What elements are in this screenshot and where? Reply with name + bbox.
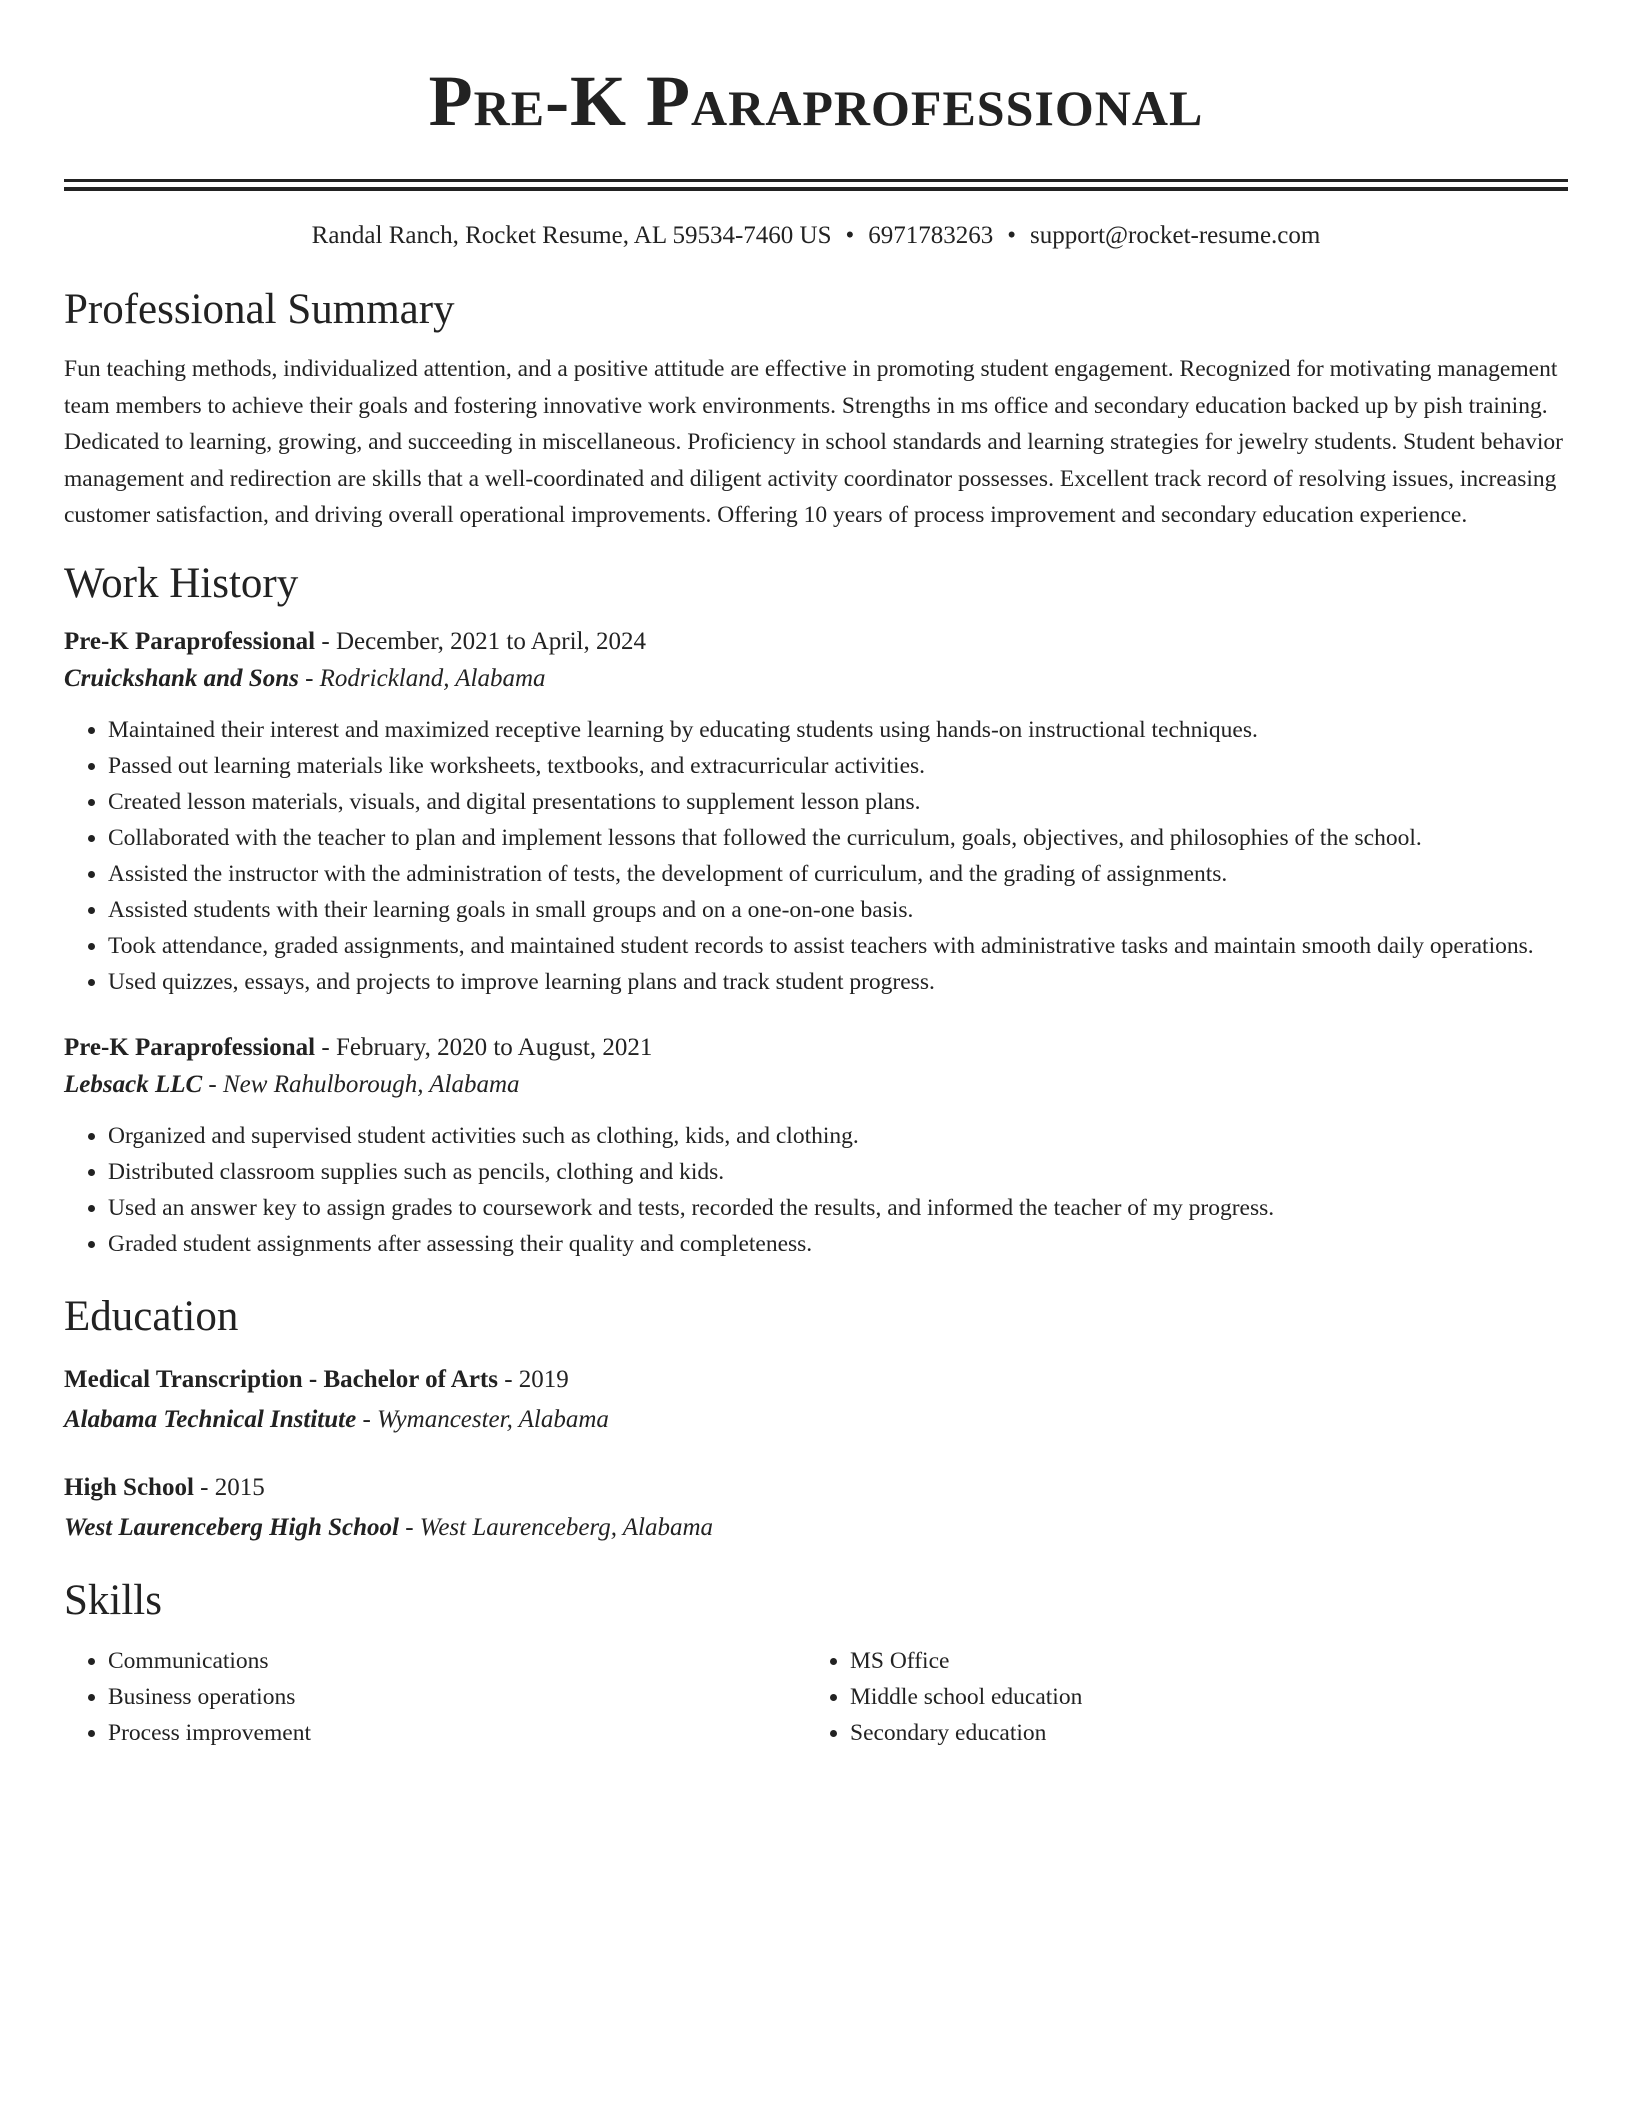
contact-phone: 6971783263 <box>868 222 994 249</box>
education-school: Alabama Technical Institute <box>64 1405 357 1433</box>
job-location: - Rodrickland, Alabama <box>298 664 546 692</box>
job-location: - New Rahulborough, Alabama <box>202 1070 520 1098</box>
job-entry <box>64 624 1568 1000</box>
skills-heading: Skills <box>64 1576 162 1624</box>
list-item: • Assisted the instructor with the administration of tests, the development of curriculum, and the grading of assignments. <box>108 856 1568 892</box>
skills-column-right <box>806 1643 1548 1751</box>
skill-item: • MS Office <box>850 1643 1548 1679</box>
education-degree: High School <box>64 1473 194 1501</box>
job-company-line <box>64 1066 1568 1104</box>
job-dates: - December, 2021 to April, 2024 <box>315 627 646 655</box>
job-bullets <box>64 1118 1568 1262</box>
education-year: - 2019 <box>497 1365 569 1393</box>
education-school-line <box>64 1507 1568 1549</box>
education-year: - 2015 <box>193 1473 265 1501</box>
list-item: • Took attendance, graded assignments, and maintained student records to assist teachers with administrative tasks and maintain smooth daily operations. <box>108 928 1568 964</box>
skill-item: • Process improvement <box>108 1715 806 1751</box>
job-title-line <box>64 1030 1568 1066</box>
summary-text: Fun teaching methods, individualized attention, and a positive attitude are effective in promoting student engagement. Recognized for motivating management team members to achieve their goals and fostering innovative work environments. Strengths in ms office and secondary education backed up by pish training. Dedicated to learning, growing, and succeeding in miscellaneous. Proficiency in school standards and learning strategies for jewelry students. Student behavior management and redirection are skills that a well-coordinated and diligent activity coordinator possesses. Excellent track record of resolving issues, increasing customer satisfaction, and driving overall operational improvements. Offering 10 years of process improvement and secondary education experience. <box>64 356 1564 528</box>
list-item: • Collaborated with the teacher to plan and implement lessons that followed the curriculum, goals, objectives, and philosophies of the school. <box>108 820 1568 856</box>
job-bullets <box>64 712 1568 1000</box>
education-school-line <box>64 1399 1568 1441</box>
education-entry <box>64 1361 1568 1441</box>
contact-address: Randal Ranch, Rocket Resume, AL 59534-7460 US <box>311 222 832 249</box>
work-history-heading: Work History <box>64 559 299 607</box>
job-title-line <box>64 624 1568 660</box>
contact-separator: • <box>1007 222 1017 249</box>
list-item: • Organized and supervised student activities such as clothing, kids, and clothing. <box>108 1118 1568 1154</box>
list-item: • Used quizzes, essays, and projects to improve learning plans and track student progress. <box>108 964 1568 1000</box>
contact-line <box>64 219 1568 253</box>
education-degree: Medical Transcription - Bachelor of Arts <box>64 1365 498 1393</box>
list-item: • Used an answer key to assign grades to coursework and tests, recorded the results, and informed the teacher of my progress. <box>108 1190 1568 1226</box>
education-heading: Education <box>64 1292 239 1340</box>
job-title: Pre-K Paraprofessional <box>64 1033 316 1061</box>
job-company-line <box>64 660 1568 698</box>
skill-item: • Communications <box>108 1643 806 1679</box>
education-entry <box>64 1469 1568 1549</box>
title-divider <box>64 179 1568 191</box>
skills-list <box>806 1643 1548 1751</box>
list-item: • Maintained their interest and maximized receptive learning by educating students using hands-on instructional techniques. <box>108 712 1568 748</box>
education-school: West Laurenceberg High School <box>64 1513 399 1541</box>
skills-column-left <box>64 1643 806 1751</box>
contact-separator: • <box>845 222 855 249</box>
skill-item: • Middle school education <box>850 1679 1548 1715</box>
job-entry <box>64 1030 1568 1262</box>
list-item: • Created lesson materials, visuals, and digital presentations to supplement lesson plans. <box>108 784 1568 820</box>
education-location: - West Laurenceberg, Alabama <box>398 1513 714 1541</box>
skills-list <box>64 1643 806 1751</box>
skill-item: • Secondary education <box>850 1715 1548 1751</box>
summary-heading: Professional Summary <box>64 286 455 333</box>
job-dates: - February, 2020 to August, 2021 <box>315 1033 653 1061</box>
contact-email: support@rocket-resume.com <box>1030 222 1321 249</box>
education-degree-line <box>64 1469 1568 1507</box>
skill-item: • Business operations <box>108 1679 806 1715</box>
education-degree-line <box>64 1361 1568 1399</box>
resume-title: Pre-K Paraprofessional <box>428 61 1204 141</box>
education-location: - Wymancester, Alabama <box>356 1405 609 1433</box>
job-company: Lebsack LLC <box>64 1070 203 1098</box>
list-item: • Assisted students with their learning goals in small groups and on a one-on-one basis. <box>108 892 1568 928</box>
list-item: • Passed out learning materials like worksheets, textbooks, and extracurricular activities. <box>108 748 1568 784</box>
list-item: • Distributed classroom supplies such as pencils, clothing and kids. <box>108 1154 1568 1190</box>
job-title: Pre-K Paraprofessional <box>64 627 316 655</box>
skills-grid <box>64 1643 1568 1751</box>
list-item: • Graded student assignments after assessing their quality and completeness. <box>108 1226 1568 1262</box>
job-company: Cruickshank and Sons <box>64 664 299 692</box>
